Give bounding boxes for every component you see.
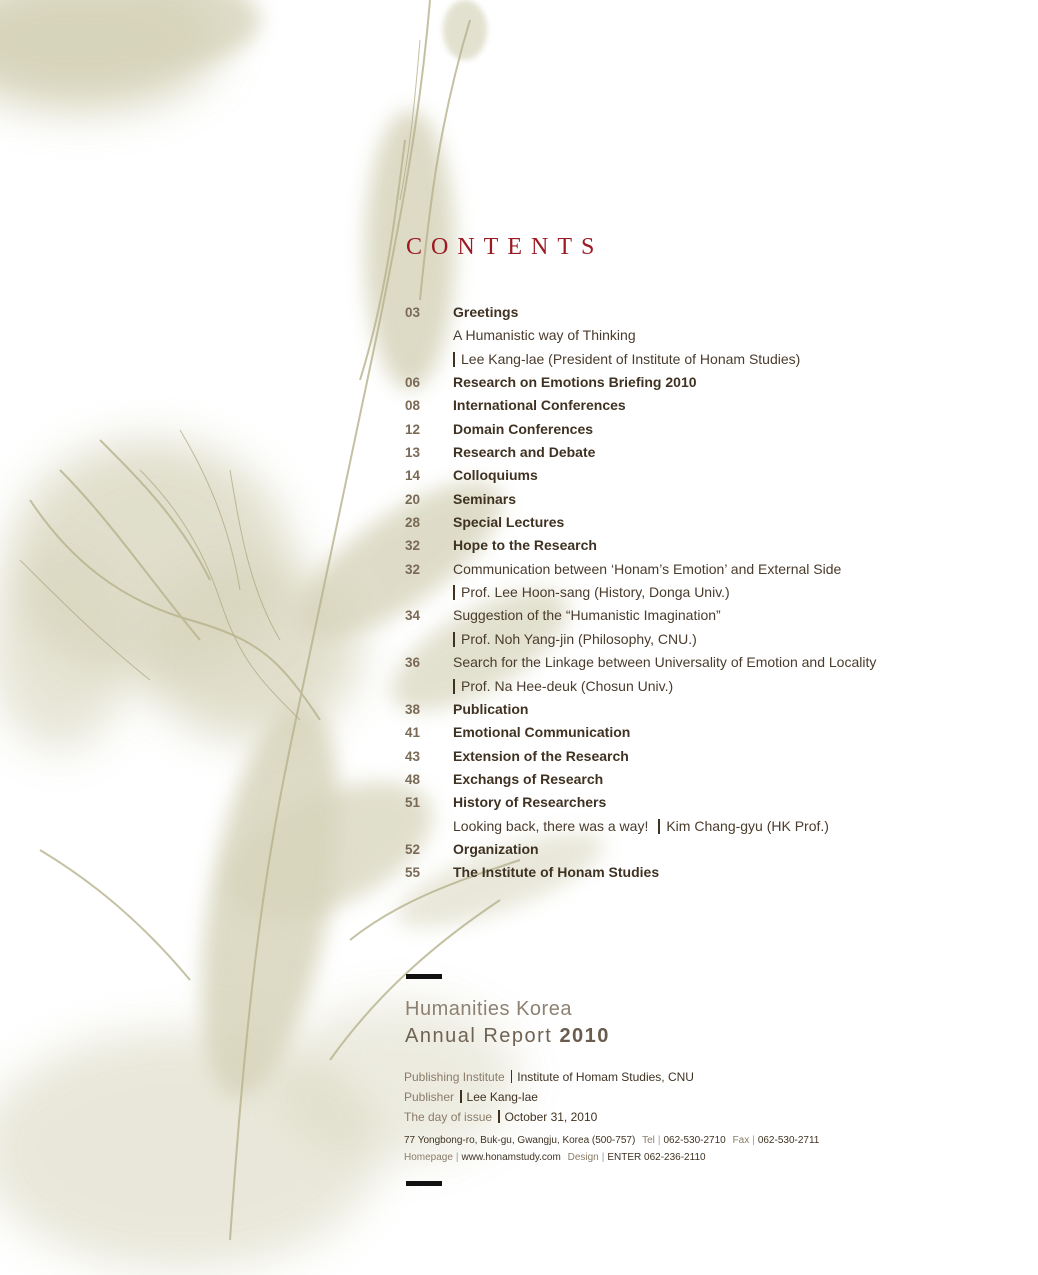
separator: | <box>601 1152 605 1163</box>
tel-value: 062-530-2710 <box>663 1135 726 1146</box>
separator: | <box>752 1135 755 1146</box>
author-separator-bar <box>658 819 660 834</box>
toc-author: Kim Chang-gyu (HK Prof.) <box>666 817 829 834</box>
separator-bar <box>460 1090 462 1103</box>
institute-label: Publishing Institute <box>404 1070 505 1084</box>
toc-entry[interactable] <box>405 721 1005 744</box>
toc-text: Prof. Noh Yang-jin (Philosophy, CNU.) <box>461 630 697 647</box>
toc-section-title <box>453 534 597 557</box>
toc-section-title <box>453 791 606 814</box>
toc-author <box>453 628 697 651</box>
design-value: ENTER 062-236-2110 <box>607 1152 706 1163</box>
author-separator-bar <box>453 585 455 600</box>
toc-page-number: 28 <box>405 515 421 531</box>
toc-entry[interactable] <box>405 418 1005 441</box>
toc-entry[interactable] <box>405 838 1005 861</box>
toc-text: International Conferences <box>453 397 626 414</box>
author-separator-bar <box>453 679 455 694</box>
toc-section-title <box>453 441 595 464</box>
toc-text: Hope to the Research <box>453 537 597 554</box>
toc-article-title <box>453 815 829 838</box>
issue-value: October 31, 2010 <box>504 1110 598 1124</box>
toc-text: Search for the Linkage between Universality of Emotion and Locality <box>453 654 877 671</box>
separator-bar <box>511 1070 513 1083</box>
toc-page-number: 20 <box>405 491 421 507</box>
author-separator-bar <box>453 352 455 367</box>
toc-page-number: 14 <box>405 468 421 484</box>
divider-bottom <box>406 1181 442 1186</box>
toc-text: A Humanistic way of Thinking <box>453 327 636 344</box>
toc-page-number: 36 <box>405 655 421 671</box>
toc-line <box>405 511 1005 534</box>
toc-entry[interactable] <box>405 861 1005 884</box>
toc-page-number: 08 <box>405 398 421 414</box>
toc-page-number: 52 <box>405 841 421 857</box>
address: 77 Yongbong-ro, Buk-gu, Gwangju, Korea (500-757) <box>404 1135 636 1146</box>
toc-section-title <box>453 418 593 441</box>
publication-title <box>405 1025 610 1048</box>
toc-page-number: 34 <box>405 608 421 624</box>
toc-text: Extension of the Research <box>453 747 629 764</box>
toc-line <box>405 698 1005 721</box>
publisher-value: Lee Kang-lae <box>466 1090 538 1104</box>
colophon-web-line <box>404 1152 706 1163</box>
toc-author <box>453 675 673 698</box>
toc-entry[interactable] <box>405 698 1005 721</box>
table-of-contents <box>405 301 1005 885</box>
colophon-issue-date <box>404 1110 597 1124</box>
toc-page-number: 32 <box>405 538 421 554</box>
toc-text: Research on Emotions Briefing 2010 <box>453 374 697 391</box>
toc-line <box>405 768 1005 791</box>
toc-text: Publication <box>453 700 529 717</box>
toc-line <box>405 441 1005 464</box>
toc-entry[interactable] <box>405 301 1005 371</box>
institute-value: Institute of Homam Studies, CNU <box>517 1070 694 1084</box>
toc-entry[interactable] <box>405 745 1005 768</box>
design-label: Design <box>567 1152 599 1163</box>
colophon-publisher <box>404 1090 538 1104</box>
toc-line <box>405 861 1005 884</box>
toc-section-title <box>453 464 538 487</box>
toc-line <box>405 628 1005 651</box>
toc-page-number: 06 <box>405 375 421 391</box>
toc-entry[interactable] <box>405 394 1005 417</box>
toc-line <box>405 464 1005 487</box>
toc-text: Emotional Communication <box>453 724 631 741</box>
toc-author <box>453 581 730 604</box>
toc-text: Prof. Lee Hoon-sang (History, Donga Univ.) <box>461 584 730 601</box>
toc-line <box>405 324 1005 347</box>
toc-section-title <box>453 861 659 884</box>
toc-line <box>405 488 1005 511</box>
toc-page-number: 55 <box>405 865 421 881</box>
toc-entry[interactable] <box>405 604 1005 651</box>
toc-text: Organization <box>453 840 539 857</box>
toc-line <box>405 604 1005 627</box>
toc-text: Colloquiums <box>453 467 538 484</box>
toc-line <box>405 581 1005 604</box>
toc-line <box>405 558 1005 581</box>
author-separator-bar <box>453 632 455 647</box>
toc-entry[interactable] <box>405 768 1005 791</box>
toc-entry[interactable] <box>405 558 1005 605</box>
toc-page-number: 41 <box>405 725 421 741</box>
toc-line <box>405 348 1005 371</box>
colophon-address-line <box>404 1135 819 1146</box>
toc-section-title <box>453 838 539 861</box>
toc-text: Communication between ‘Honam’s Emotion’ and External Side <box>453 560 842 577</box>
separator: | <box>657 1135 661 1146</box>
publication-year: 2010 <box>559 1025 610 1047</box>
toc-section-title <box>453 721 630 744</box>
toc-entry[interactable] <box>405 534 1005 557</box>
toc-line <box>405 721 1005 744</box>
toc-line <box>405 745 1005 768</box>
toc-text: Looking back, there was a way! <box>453 817 649 834</box>
toc-line <box>405 791 1005 814</box>
toc-text: Special Lectures <box>453 514 565 531</box>
toc-entry[interactable] <box>405 371 1005 394</box>
publication-series-name: Humanities Korea <box>405 998 572 1020</box>
toc-section-title <box>453 394 626 417</box>
toc-line <box>405 371 1005 394</box>
separator-bar <box>498 1110 500 1123</box>
toc-page-number: 38 <box>405 701 421 717</box>
toc-entry[interactable] <box>405 464 1005 487</box>
toc-page-number: 43 <box>405 748 421 764</box>
toc-article-title <box>453 324 636 347</box>
toc-text: The Institute of Honam Studies <box>453 864 660 881</box>
toc-text: Suggestion of the “Humanistic Imagination” <box>453 607 721 624</box>
toc-text: Seminars <box>453 490 517 507</box>
toc-section-title <box>453 511 564 534</box>
toc-page-number: 13 <box>405 445 421 461</box>
toc-text: Research and Debate <box>453 444 596 461</box>
homepage-label: Homepage <box>404 1152 453 1163</box>
toc-author <box>453 348 800 371</box>
toc-line <box>405 838 1005 861</box>
toc-entry[interactable] <box>405 791 1005 838</box>
toc-article-title <box>453 651 876 674</box>
toc-entry[interactable] <box>405 511 1005 534</box>
publication-title-text: Annual Report <box>405 1025 553 1047</box>
toc-text: Greetings <box>453 304 519 320</box>
toc-section-title <box>453 745 629 768</box>
toc-line <box>405 394 1005 417</box>
toc-section-title <box>453 488 516 511</box>
divider-top <box>406 974 442 979</box>
fax-value: 062-530-2711 <box>757 1135 820 1146</box>
contents-title: CONTENTS <box>406 234 604 260</box>
toc-page-number: 51 <box>405 795 421 811</box>
toc-page-number: 48 <box>405 771 421 787</box>
toc-entry[interactable] <box>405 651 1005 698</box>
toc-page-number: 12 <box>405 421 421 437</box>
toc-line <box>405 418 1005 441</box>
toc-text: Domain Conferences <box>453 420 594 437</box>
toc-article-title <box>453 558 841 581</box>
toc-page-number: 03 <box>405 305 421 320</box>
toc-section-title <box>453 768 603 791</box>
toc-section-title <box>453 371 697 394</box>
toc-entry[interactable] <box>405 488 1005 511</box>
separator: | <box>455 1152 459 1163</box>
toc-line <box>405 301 1005 324</box>
toc-entry[interactable] <box>405 441 1005 464</box>
toc-text: History of Researchers <box>453 794 607 811</box>
toc-line <box>405 651 1005 674</box>
publisher-label: Publisher <box>404 1090 455 1104</box>
toc-section-title <box>453 698 528 721</box>
issue-label: The day of issue <box>404 1110 493 1124</box>
toc-page-number: 32 <box>405 561 421 577</box>
toc-line <box>405 675 1005 698</box>
toc-section-title <box>453 301 518 324</box>
colophon-institute <box>404 1070 694 1084</box>
toc-article-title <box>453 604 721 627</box>
toc-line <box>405 815 1005 838</box>
toc-text: Prof. Na Hee-deuk (Chosun Univ.) <box>461 677 674 694</box>
tel-label: Tel <box>642 1135 655 1146</box>
toc-text: Lee Kang-lae (President of Institute of Honam Studies) <box>461 350 801 367</box>
fax-label: Fax <box>732 1135 750 1146</box>
toc-text: Exchangs of Research <box>453 770 604 787</box>
homepage-link[interactable]: www.honamstudy.com <box>461 1152 561 1163</box>
toc-line <box>405 534 1005 557</box>
